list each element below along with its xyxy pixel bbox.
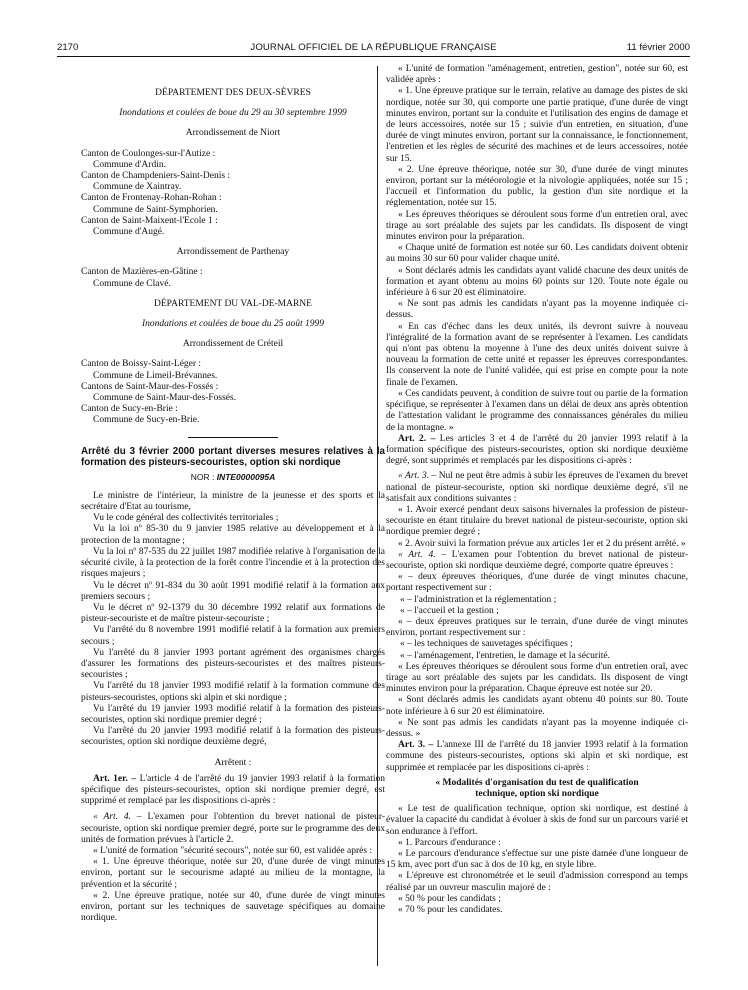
preamble-paragraph: Le ministre de l'intérieur, la ministre de la jeunesse et des sports et la secrétaire d'Etat au tourisme, (81, 490, 385, 513)
body-paragraph: « Sont déclarés admis les candidats ayant obtenu 40 points sur 80. Toute note inférieure à 6 sur 20 est éliminatoire. (386, 695, 688, 717)
body-paragraph: « Ces candidats peuvent, à condition de suivre tout ou partie de la formation spécifique, se représenter à l'examen dans un délai de deux ans après obtention de l'attestation validant le programme des connaissances générales du milieu de la montagne. » (386, 388, 688, 433)
article-1-label: Art. 1er. – (93, 773, 137, 784)
body-paragraph: « Le parcours d'endurance s'effectue sur une piste damée d'une longueur de 15 km, avec port d'un sac à dos de 10 kg, en style libre. (386, 849, 688, 871)
article-3-text: L'annexe III de l'arrêté du 18 janvier 1993 relatif à la formation commune des pisteurs-secouristes, options ski alpin et ski nordique, est supprimée et remplacée par les dispositions ci-après : (386, 740, 688, 773)
body-paragraph: « Ne sont pas admis les candidats n'ayant pas la moyenne indiquée ci-dessus. (386, 299, 688, 321)
page-number: 2170 (57, 42, 79, 53)
commune-line: Commune de Xaintray. (93, 182, 182, 193)
vu-paragraph: Vu l'arrêté du 18 janvier 1993 modifié relatif à la formation commune des pisteurs-secouristes, options ski alpin et ski nordique ; (81, 681, 385, 703)
arrete-title: Arrêté du 3 février 2000 portant diverses mesures relatives à la formation des pisteurs-secouristes, option ski nordique (81, 445, 385, 468)
arr-creteil: Arrondissement de Créteil (182, 339, 284, 350)
body-paragraph: « En cas d'échec dans les deux unités, ils devront suivre à nouveau l'intégralité de la formation avant de se représenter à l'examen. Les candidats qui n'ont pas obtenu la moyenne à l'une des deux unités doivent suivre à nouveau la formation de cette unité et repasser les épreuves correspondantes. Ils conservent la note de l'unité validée, qui est prise en compte pour la note finale de l'examen. (386, 321, 688, 388)
article-4-text: L'examen pour l'obtention du brevet national de pisteur-secouriste, option ski nordique premier degré, porte sur le programme des deux unités de formation prévues à l'article 2. (81, 812, 386, 845)
article-1 (81, 774, 385, 808)
event-deux-sevres: Inondations et coulées de boue du 29 au 30 septembre 1999 (119, 108, 347, 119)
commune-line: Commune de Sucy-en-Brie. (93, 415, 200, 426)
body-paragraph: « L'épreuve est chronométrée et le seuil d'admission correspond au temps réalisé par un ouvreur masculin majoré de : (386, 871, 688, 893)
body-paragraph: « L'unité de formation "aménagement, entretien, gestion", notée sur 60, est validée après : (386, 64, 688, 86)
article-4-quoted-text: L'examen pour l'obtention du brevet national de pisteur-secouriste, option ski nordique deuxième degré, comporte quatre épreuves : (386, 549, 689, 571)
condition-paragraph: « 1. Avoir exercé pendant deux saisons hivernales la profession de pisteur-secouriste en étant titulaire du brevet national de pisteur-secouriste, option ski nordique premier degré ; (386, 504, 688, 538)
article-3-quoted (386, 471, 688, 505)
vu-paragraph: Vu l'arrêté du 20 janvier 1993 modifié relatif à la formation des pisteurs-secouristes, option ski nordique deuxième degré, (81, 726, 385, 748)
article-4-quoted-label: « Art. 4. – (398, 549, 447, 560)
vu-paragraph: Vu la loi nº 85-30 du 9 janvier 1985 relative au développement et à la protection de la montagne ; (81, 524, 385, 546)
canton-line: Canton de Coulonges-sur-l'Autize : (81, 148, 216, 159)
arretent: Arrêtent : (214, 757, 252, 768)
arr-parthenay: Arrondissement de Parthenay (176, 247, 290, 258)
vu-paragraph: Vu le décret nº 91-834 du 30 août 1991 modifié relatif à la formation aux premiers secours ; (81, 580, 385, 602)
vu-paragraph: Vu l'arrêté du 19 janvier 1993 modifié relatif à la formation des pisteurs-secouristes, option ski nordique premier degré ; (81, 703, 385, 725)
commune-line: Commune de Saint-Symphorien. (93, 204, 218, 215)
body-paragraph: « Ne sont pas admis les candidats n'ayant pas la moyenne indiquée ci-dessus. » (386, 717, 688, 739)
list-item: « – l'accueil et la gestion ; (400, 605, 499, 616)
vu-paragraph: Vu le décret nº 92-1379 du 30 décembre 1992 relatif aux formations de pisteur-secouriste et de maître pisteur-secouriste ; (81, 602, 385, 625)
body-paragraph: « 50 % pour les candidats ; (398, 893, 501, 904)
vu-paragraph: Vu l'arrêté du 8 novembre 1991 modifié relatif à la formation aux premiers secours ; (81, 625, 385, 647)
section-rule (188, 437, 278, 438)
canton-line: Canton de Mazières-en-Gâtine : (81, 267, 203, 278)
creteil-list (81, 359, 385, 426)
unit-paragraph: « L'unité de formation "sécurité secours", notée sur 60, est validée après : (93, 845, 373, 856)
commune-line: Commune de Limeil-Brévannes. (93, 370, 218, 381)
article-3-quoted-text: Nul ne peut être admis à subir les épreuves de l'examen du brevet national de pisteur-secouriste, option ski nordique deuxième degré, s'il ne satisfait aux conditions suivantes : (386, 471, 689, 504)
list-item: « – l'aménagement, l'entretien, le damage et la sécurité. (400, 650, 610, 661)
list-item: « – les techniques de sauvetages spécifiques ; (400, 639, 573, 650)
canton-line: Canton de Frontenay-Rohan-Rohan : (81, 193, 222, 204)
vu-paragraph: Vu la loi nº 87-535 du 22 juillet 1987 modifiée relative à l'organisation de la sécurité civile, à la protection de la forêt contre l'incendie et à la protection des risques majeurs ; (81, 546, 385, 580)
vu-paragraph: Vu le code général des collectivités territoriales ; (93, 513, 279, 524)
nor-label: NOR : (190, 471, 217, 482)
body-paragraph: « Sont déclarés admis les candidats ayant validé chacune des deux unités de formation et ayant obtenu au moins 60 points sur 120. Toute note égale ou inférieure à 6 sur 20 est éliminatoire. (386, 265, 688, 299)
body-paragraph: « 1. Parcours d'endurance : (398, 837, 501, 848)
commune-line: Commune d'Ardin. (93, 159, 166, 170)
event-val-de-marne: Inondations et coulées de boue du 25 août 1999 (141, 319, 325, 330)
page-header (57, 38, 690, 57)
list-item: « – deux épreuves théoriques, d'une durée de vingt minutes chacune, portant respectivement sur : (386, 572, 688, 594)
body-paragraph: « 2. Une épreuve théorique, notée sur 30, d'une durée de vingt minutes environ, portant sur la météorologie et la nivologie appliquées, notée sur 15 ; l'accueil et l'information du public, la gestion d'un site nordique et la réglementation, notée sur 15. (386, 164, 688, 209)
canton-line: Cantons de Saint-Maur-des-Fossés : (81, 381, 219, 392)
canton-line: Canton de Champdeniers-Saint-Denis : (81, 171, 231, 182)
canton-line: Canton de Sucy-en-Brie : (81, 404, 178, 415)
article-3-quoted-label: « Art. 3. – (398, 471, 437, 482)
commune-line: Commune d'Augé. (93, 227, 165, 238)
exam-paragraph: « 2. Une épreuve pratique, notée sur 40, d'une durée de vingt minutes environ, portant sur les techniques de sauvetage spécifiques au domaine nordique. (81, 890, 385, 924)
commune-line: Commune de Saint-Maur-des-Fossés. (93, 393, 237, 404)
dept-heading-val-de-marne: DÉPARTEMENT DU VAL-DE-MARNE (154, 298, 312, 309)
nor-code: INTE0000095A (216, 471, 276, 482)
body-paragraph: « Le test de qualification technique, option ski nordique, est destiné à évaluer la capacité du candidat à évoluer à skis de fond sur un parcours varié et son endurance à l'effort. (386, 804, 688, 837)
article-4-quoted (386, 550, 688, 572)
canton-line: Canton de Boissy-Saint-Léger : (81, 359, 202, 370)
body-paragraph: « 1. Une épreuve pratique sur le terrain, relative au damage des pistes de ski nordique, notée sur 30, qui comporte une partie pratique, d'une durée de vingt minutes environ, portant sur la conduite et l'utilisation des engins de damage et de leurs accessoires, notée sur 15 ; suivie d'un entretien, en situation, d'une durée de vingt minutes environ, portant sur la connaissance, le fonctionnement, l'entretien et les règles de sécurité des machines et de leurs accessoires, notée sur 15. (386, 86, 688, 164)
article-2-label: Art. 2. – (398, 433, 436, 444)
right-column (386, 64, 688, 916)
canton-line: Canton de Saint-Maixent-l'Ecole 1 : (81, 215, 218, 226)
list-item: « – deux épreuves pratiques sur le terrain, d'une durée de vingt minutes environ, portant respectivement sur : (386, 616, 688, 639)
body-paragraph: « Les épreuves théoriques se déroulent sous forme d'un entretien oral, avec tirage au sort préalable des sujets par les candidats. Ils disposent de vingt minutes environ pour la préparation. (386, 209, 688, 243)
article-4-quoted (81, 812, 385, 846)
niort-list (81, 149, 385, 239)
article-1-text: L'article 4 de l'arrêté du 19 janvier 1993 relatif à la formation spécifique des pisteurs-secouristes, option ski nordique premier degré, est supprimé et remplacé par les dispositions ci-après : (81, 773, 385, 807)
commune-line: Commune de Clavé. (93, 278, 171, 289)
condition-paragraph: « 2. Avoir suivi la formation prévue aux articles 1er et 2 du présent arrêté. » (398, 538, 686, 549)
exam-paragraph: « 1. Une épreuve théorique, notée sur 20, d'une durée de vingt minutes environ, portant sur le secourisme adapté au milieu de la montagne, la prévention et la sécurité ; (81, 857, 385, 890)
issue-date: 11 février 2000 (626, 42, 690, 53)
dept-heading-deux-sevres: DÉPARTEMENT DES DEUX-SÈVRES (155, 88, 311, 98)
section-title: « Modalités d'organisation du test de qualification technique, option ski nordique (435, 777, 639, 799)
nor-reference (81, 472, 385, 483)
arr-niort: Arrondissement de Niort (185, 128, 281, 139)
journal-title: JOURNAL OFFICIEL DE LA RÉPUBLIQUE FRANÇAISE (250, 42, 497, 53)
article-2 (386, 434, 688, 468)
parthenay-list (81, 267, 385, 289)
left-column (81, 88, 385, 924)
body-paragraph: « Chaque unité de formation est notée sur 60. Les candidats doivent obtenir au moins 30 sur 60 pour valider chaque unité. (386, 243, 688, 265)
article-3-label: Art. 3. – (398, 740, 434, 751)
article-3 (386, 740, 688, 774)
body-paragraph: « 70 % pour les candidates. (398, 905, 503, 916)
vu-paragraph: Vu l'arrêté du 8 janvier 1993 portant agrément des organismes chargés d'assurer les formations des pisteurs-secouristes et des maîtres pisteurs-secouristes ; (81, 647, 385, 681)
article-2-text: Les articles 3 et 4 de l'arrêté du 20 janvier 1993 relatif à la formation spécifique des pisteurs-secouristes, option ski nordique deuxième degré, sont supprimés et remplacés par les dispositions ci-après : (386, 433, 688, 467)
article-4-label: « Art. 4. – (93, 812, 142, 823)
body-paragraph: « Les épreuves théoriques se déroulent sous forme d'un entretien oral, avec tirage au sort préalable des sujets par les candidats. Ils disposent de vingt minutes environ pour la préparation. Chaque épreuve est notée sur 20. (386, 661, 688, 695)
list-item: « – l'administration et la réglementation ; (400, 594, 557, 605)
